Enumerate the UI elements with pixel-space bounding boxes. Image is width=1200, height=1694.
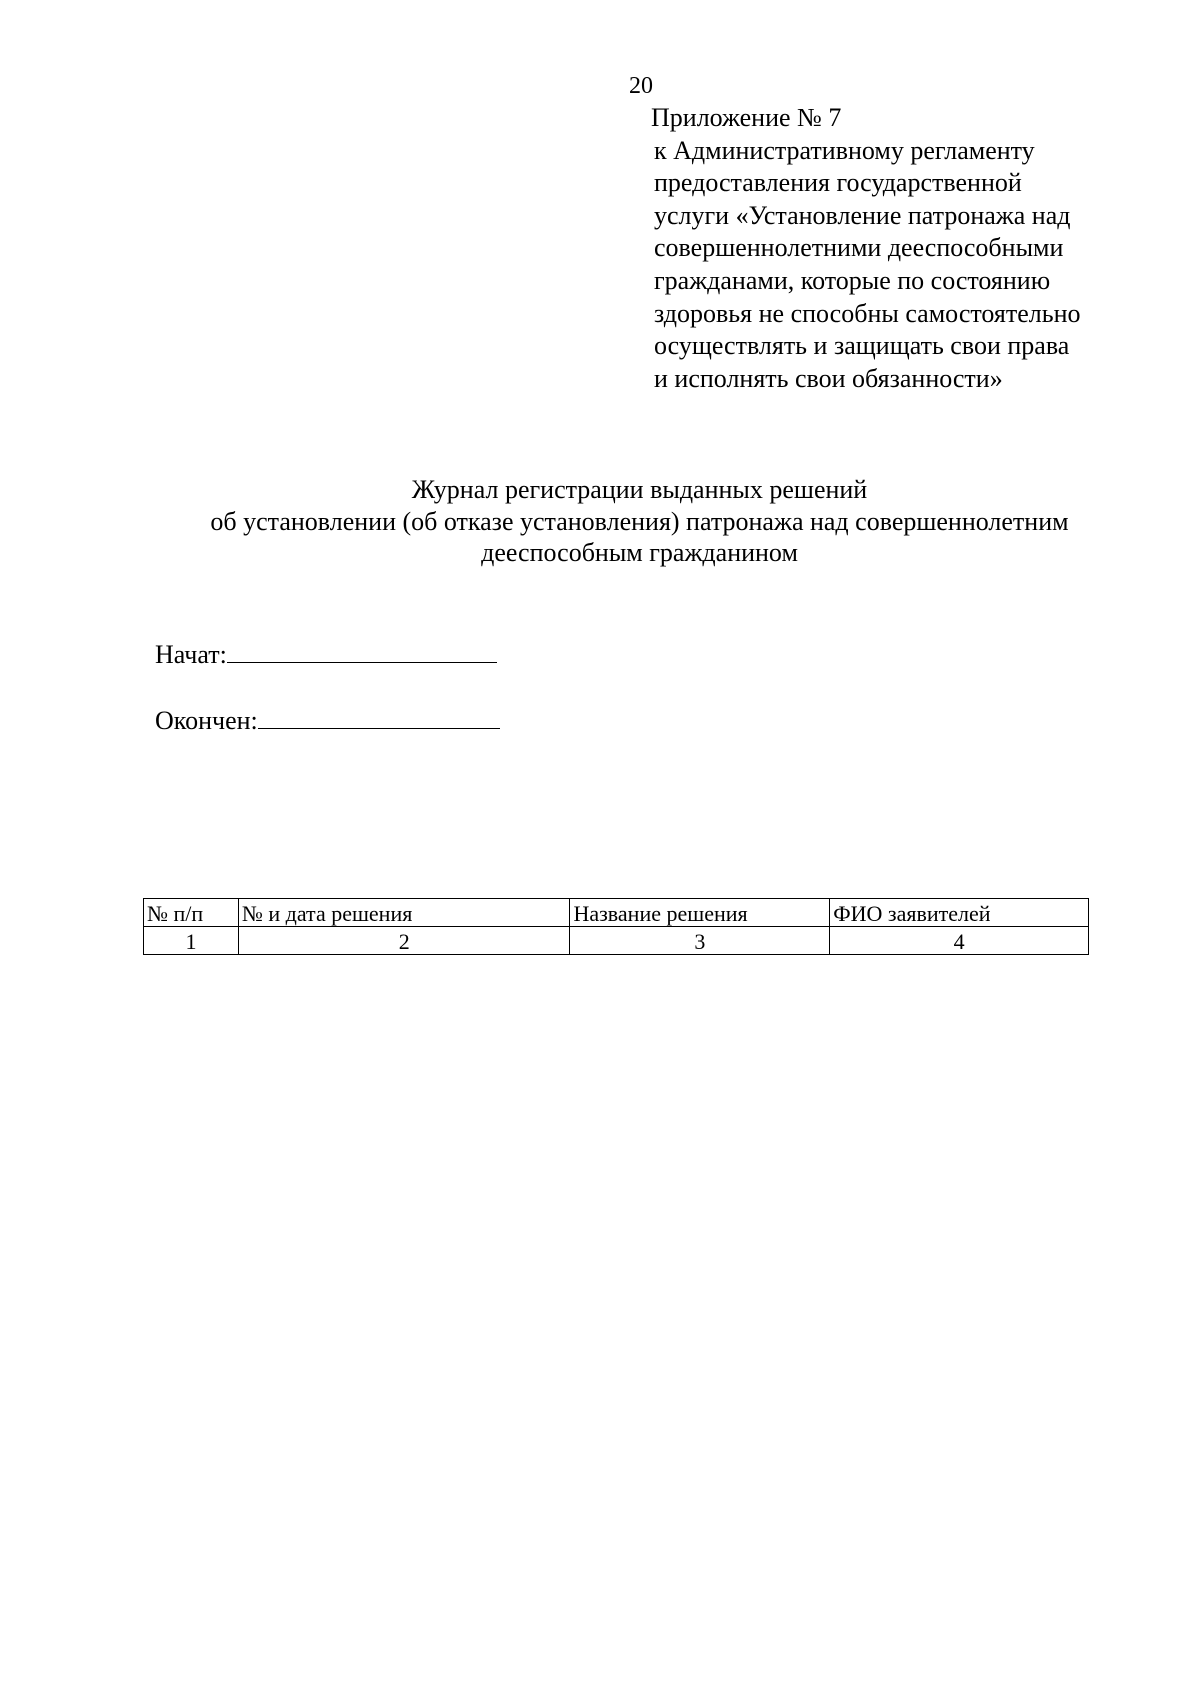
appendix-line: гражданами, которые по состоянию: [654, 265, 1051, 295]
started-field: [155, 636, 497, 670]
appendix-line: к Административному регламенту: [654, 135, 1035, 165]
table-header-cell: ФИО заявителей: [830, 899, 1089, 927]
ended-field: [155, 702, 500, 736]
journal-title-line: Журнал регистрации выданных решений: [411, 475, 868, 504]
appendix-line: и исполнять свои обязанности»: [654, 363, 1003, 393]
ended-label: Окончен:: [155, 706, 258, 735]
appendix-line: совершеннолетними дееспособными: [654, 233, 1064, 263]
table-header-row: [144, 899, 1089, 927]
started-label: Начат:: [155, 640, 227, 669]
table-cell: 3: [570, 927, 830, 955]
journal-table: [143, 898, 1089, 955]
ended-blank-line[interactable]: [258, 702, 500, 729]
appendix-line: Приложение № 7: [651, 103, 842, 132]
table-header-cell: № п/п: [144, 899, 239, 927]
appendix-line: предоставления государственной: [654, 168, 1022, 198]
table-cell: 1: [144, 927, 239, 955]
table-cell: 2: [238, 927, 570, 955]
appendix-line: услуги «Установление патронажа над: [654, 200, 1071, 230]
appendix-header: [651, 102, 1174, 395]
table-header-cell: № и дата решения: [238, 899, 570, 927]
journal-title: [0, 474, 1200, 569]
journal-title-line: об установлении (об отказе установления) патронажа над совершеннолетним: [210, 506, 1069, 536]
journal-title-line: дееспособным гражданином: [481, 538, 798, 567]
table-cell: 4: [830, 927, 1089, 955]
appendix-line: здоровья не способны самостоятельно: [654, 298, 1081, 328]
appendix-line: осуществлять и защищать свои права: [654, 331, 1070, 361]
table-header-cell: Название решения: [570, 899, 830, 927]
table-row: [144, 927, 1089, 955]
page-number: 20: [629, 73, 653, 99]
started-blank-line[interactable]: [227, 636, 497, 663]
